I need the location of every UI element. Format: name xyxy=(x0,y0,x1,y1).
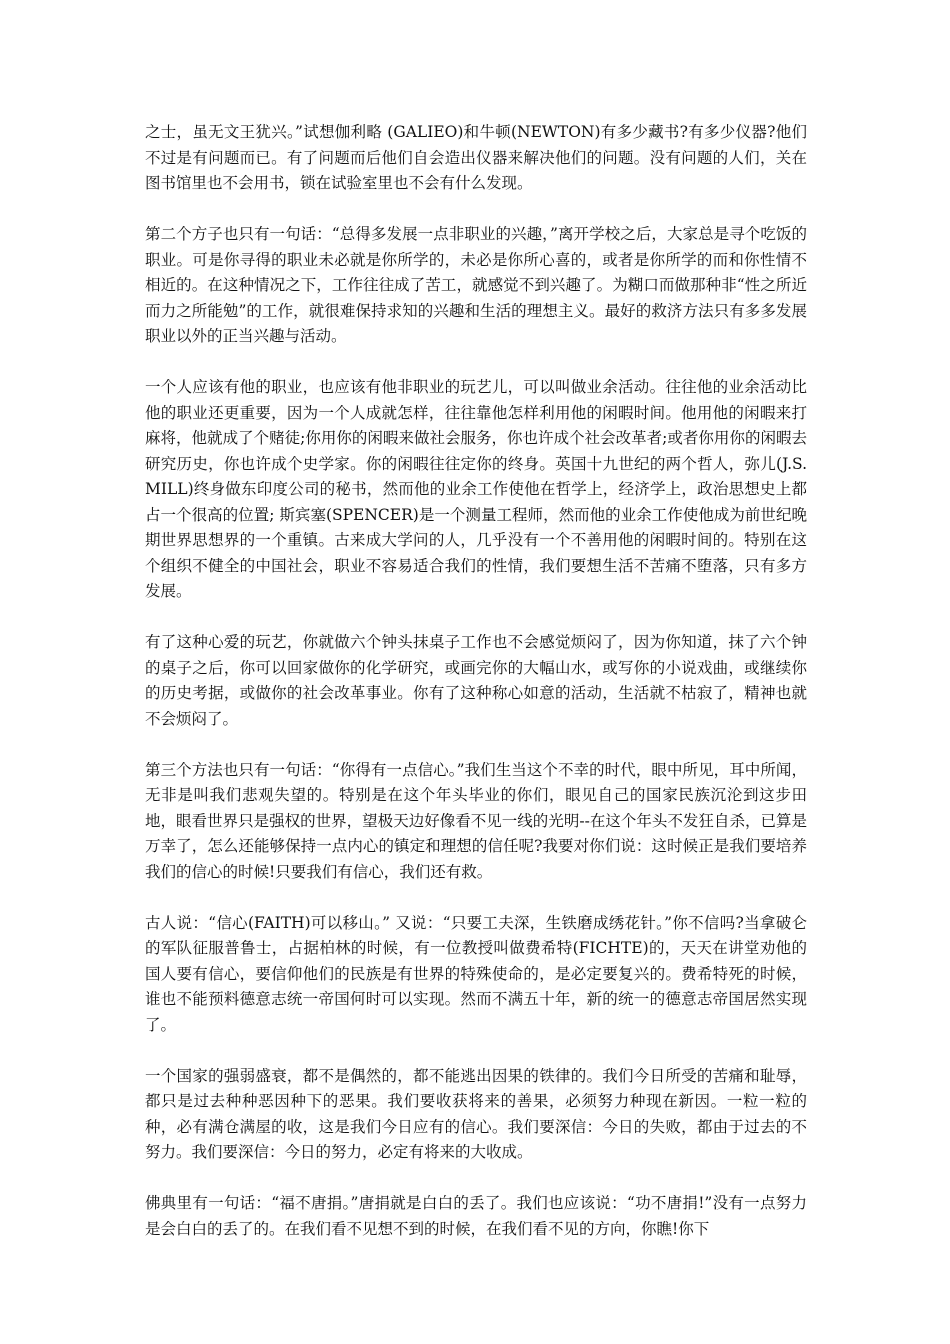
paragraph: 佛典里有一句话：“福不唐捐。”唐捐就是白白的丢了。我们也应该说：“功不唐捐!”没有一点努力是会白白的丢了的。在我们看不见想不到的时候，在我们看不见的方向，你瞧!你下 xyxy=(145,1194,807,1238)
paragraph: 古人说：“信心(FAITH)可以移山。” 又说：“只要工夫深，生铁磨成绣花针。”你不信吗?当拿破仑的军队征服普鲁士，占据柏林的时候，有一位教授叫做费希特(FICHTE)的，天天在讲堂劝他的国人要有信心，要信仰他们的民族是有世界的特殊使命的，是必定要复兴的。费希特死的时候，谁也不能预料德意志统一帝国何时可以实现。然而不满五十年，新的统一的德意志帝国居然实现了。 xyxy=(145,913,807,1034)
paragraph: 一个人应该有他的职业，也应该有他非职业的玩艺儿，可以叫做业余活动。往往他的业余活动比他的职业还更重要，因为一个人成就怎样，往往靠他怎样利用他的闲暇时间。他用他的闲暇来打麻将，他就成了个赌徒;你用你的闲暇来做社会服务，你也许成个社会改革者;或者你用你的闲暇去研究历史，你也许成个史学家。你的闲暇往往定你的终身。英国十九世纪的两个哲人，弥儿(J.S.MILL)终身做东印度公司的秘书，然而他的业余工作使他在哲学上，经济学上，政治思想史上都占一个很高的位置; 斯宾塞(SPENCER)是一个测量工程师，然而他的业余工作使他成为前世纪晚期世界思想界的一个重镇。古来成大学问的人，几乎没有一个不善用他的闲暇时间的。特别在这个组织不健全的中国社会，职业不容易适合我们的性情，我们要想生活不苦痛不堕落，只有多方发展。 xyxy=(145,378,807,600)
paragraph: 之士，虽无文王犹兴。”试想伽利略 (GALIEO)和牛顿(NEWTON)有多少藏书?有多少仪器?他们不过是有问题而已。有了问题而后他们自会造出仪器来解决他们的问题。没有问题的人们，关在图书馆里也不会用书，锁在试验室里也不会有什么发现。 xyxy=(145,123,807,192)
document-body xyxy=(145,120,807,1268)
paragraph: 第三个方法也只有一句话：“你得有一点信心。”我们生当这个不幸的时代，眼中所见，耳中所闻，无非是叫我们悲观失望的。特别是在这个年头毕业的你们，眼见自己的国家民族沉沦到这步田地，眼看世界只是强权的世界，望极天边好像看不见一线的光明--在这个年头不发狂自杀，已算是万幸了，怎么还能够保持一点内心的镇定和理想的信任呢?我要对你们说：这时候正是我们要培养我们的信心的时候!只要我们有信心，我们还有救。 xyxy=(145,760,807,881)
paragraph: 第二个方子也只有一句话：“总得多发展一点非职业的兴趣，”离开学校之后，大家总是寻个吃饭的职业。可是你寻得的职业未必就是你所学的，未必是你所心喜的，或者是你所学的而和你性情不相近的。在这种情况之下，工作往往成了苦工，就感觉不到兴趣了。为糊口而做那种非“性之所近而力之所能勉”的工作，就很难保持求知的兴趣和生活的理想主义。最好的救济方法只有多多发展职业以外的正当兴趣与活动。 xyxy=(145,225,807,345)
paragraph: 有了这种心爱的玩艺，你就做六个钟头抹桌子工作也不会感觉烦闷了，因为你知道，抹了六个钟的桌子之后，你可以回家做你的化学研究，或画完你的大幅山水，或写你的小说戏曲，或继续你的历史考据，或做你的社会改革事业。你有了这种称心如意的活动，生活就不枯寂了，精神也就不会烦闷了。 xyxy=(145,633,807,728)
paragraph: 一个国家的强弱盛衰，都不是偶然的，都不能逃出因果的铁律的。我们今日所受的苦痛和耻辱，都只是过去种种恶因种下的恶果。我们要收获将来的善果，必须努力种现在新因。一粒一粒的种，必有满仓满屋的收，这是我们今日应有的信心。我们要深信：今日的失败，都由于过去的不努力。我们要深信：今日的努力，必定有将来的大收成。 xyxy=(145,1066,807,1161)
